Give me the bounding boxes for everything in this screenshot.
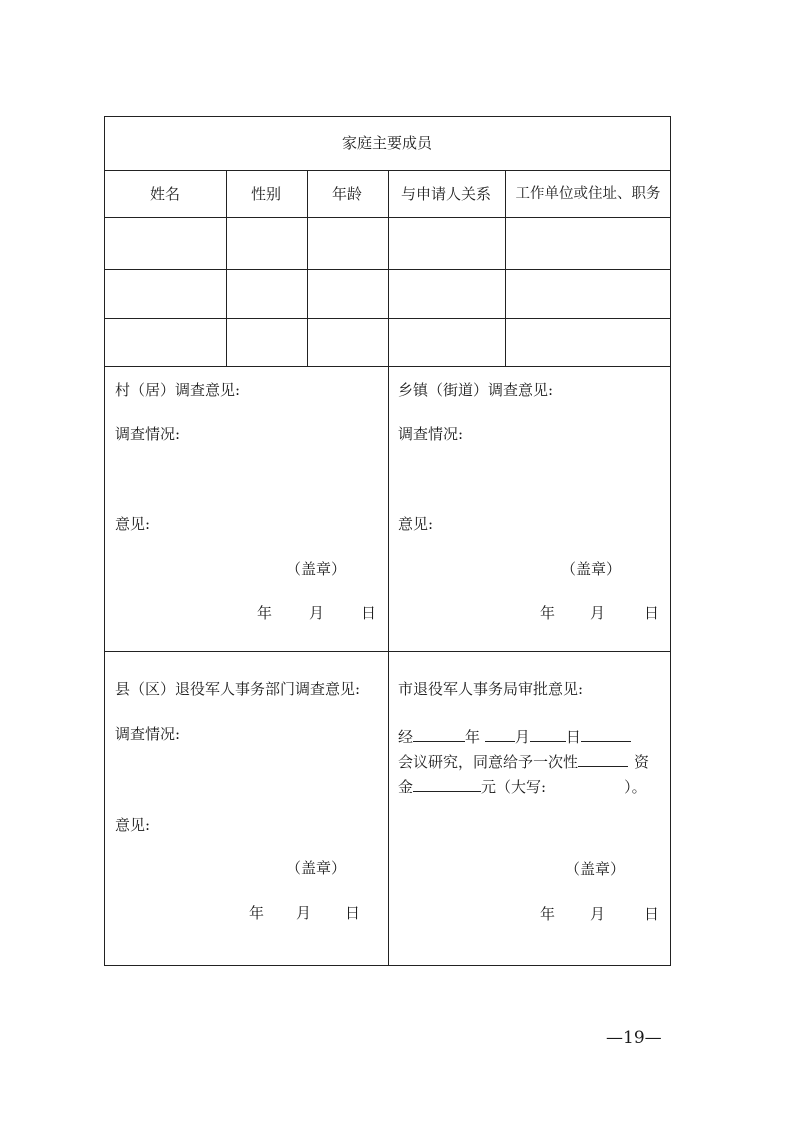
divider (388, 170, 389, 366)
amount-yuan: 元（大写: (481, 778, 547, 796)
city-day: 日 (644, 905, 660, 923)
city-heading: 市退役军人事务局审批意见: (398, 680, 584, 698)
county-investigation-label: 调查情况: (115, 725, 181, 743)
grant-suffix: 资 (634, 753, 650, 771)
county-month: 月 (296, 904, 312, 922)
family-members-title: 家庭主要成员 (341, 134, 433, 152)
village-day: 日 (361, 604, 377, 622)
year-label: 年 (465, 728, 481, 746)
meeting-name-blank[interactable] (581, 727, 631, 742)
column-header-relation: 与申请人关系 (400, 185, 492, 203)
month-blank[interactable] (485, 727, 515, 742)
county-heading: 县（区）退役军人事务部门调查意见: (115, 680, 361, 698)
village-investigation-label: 调查情况: (115, 425, 181, 443)
divider (388, 366, 389, 966)
town-seal: （盖章） (561, 560, 622, 578)
month-label: 月 (514, 728, 530, 746)
town-heading: 乡镇（街道）调查意见: (398, 381, 554, 399)
county-year: 年 (249, 904, 265, 922)
city-month: 月 (590, 905, 606, 923)
county-seal: （盖章） (286, 859, 347, 877)
city-year: 年 (540, 905, 556, 923)
day-blank[interactable] (530, 727, 566, 742)
meeting-label: 经 (398, 728, 414, 746)
town-month: 月 (590, 604, 606, 622)
village-seal: （盖章） (286, 560, 347, 578)
amount-prefix: 金 (398, 778, 414, 796)
county-day: 日 (345, 904, 361, 922)
column-header-gender: 性别 (250, 185, 282, 203)
divider (505, 170, 506, 366)
city-grant-line (398, 752, 649, 770)
column-header-name: 姓名 (149, 185, 181, 203)
town-investigation-label: 调查情况: (398, 425, 464, 443)
divider (307, 170, 308, 366)
amount-blank[interactable] (413, 777, 481, 792)
column-header-workplace: 工作单位或住址、职务 (515, 186, 661, 202)
town-year: 年 (540, 604, 556, 622)
column-header-age: 年龄 (331, 185, 363, 203)
county-opinion-label: 意见: (115, 816, 151, 834)
city-meeting-line (398, 727, 631, 745)
village-year: 年 (257, 604, 273, 622)
amount-close: ）。 (624, 778, 647, 796)
town-day: 日 (644, 604, 660, 622)
day-label: 日 (565, 728, 581, 746)
village-heading: 村（居）调查意见: (115, 381, 241, 399)
town-opinion-label: 意见: (398, 515, 434, 533)
meeting-blank[interactable] (413, 727, 465, 742)
city-seal: （盖章） (565, 860, 626, 878)
divider (226, 170, 227, 366)
grant-type-blank[interactable] (578, 752, 628, 767)
page-number: —19— (606, 1028, 662, 1048)
village-month: 月 (309, 604, 325, 622)
city-amount-line (398, 777, 647, 795)
village-opinion-label: 意见: (115, 515, 151, 533)
grant-text: 会议研究，同意给予一次性 (398, 753, 579, 771)
